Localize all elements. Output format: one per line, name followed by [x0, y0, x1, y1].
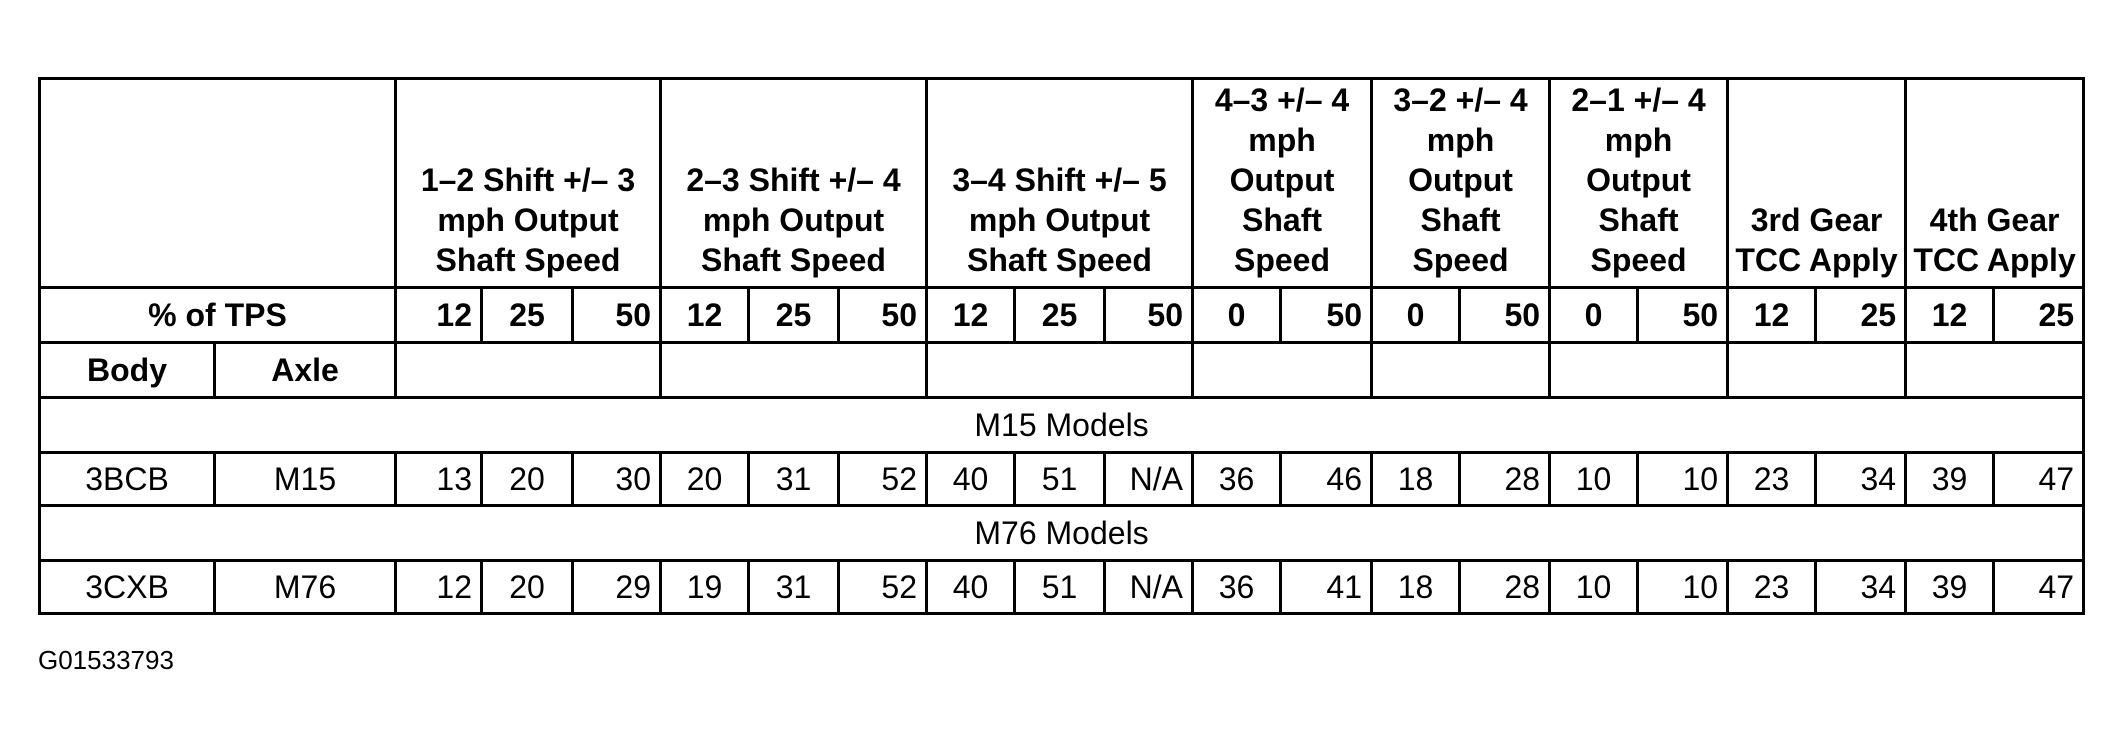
value-cell: 20: [661, 453, 749, 506]
value-cell: 18: [1372, 561, 1460, 614]
section-row: [40, 398, 2084, 453]
value-cell: 10: [1638, 453, 1728, 506]
tps-cell: 50: [839, 288, 927, 343]
empty-cell: [927, 343, 1193, 398]
section-title: M76 Models: [40, 506, 2084, 561]
empty-cell: [396, 343, 661, 398]
value-cell: 30: [573, 453, 661, 506]
body-header: Body: [40, 343, 215, 398]
value-cell: 41: [1281, 561, 1372, 614]
header-4th-gear-tcc: 4th Gear TCC Apply: [1906, 79, 2084, 288]
tps-cell: 0: [1193, 288, 1281, 343]
value-cell: 20: [482, 453, 573, 506]
tps-cell: 12: [1906, 288, 1994, 343]
body-cell: 3BCB: [40, 453, 215, 506]
tps-cell: 25: [1015, 288, 1105, 343]
body-cell: 3CXB: [40, 561, 215, 614]
value-cell: 36: [1193, 453, 1281, 506]
empty-cell: [1728, 343, 1906, 398]
tps-cell: 25: [749, 288, 839, 343]
tps-cell: 12: [927, 288, 1015, 343]
value-cell: 29: [573, 561, 661, 614]
empty-cell: [1372, 343, 1550, 398]
shift-speed-table: [38, 77, 2085, 615]
tps-row: [40, 288, 2084, 343]
tps-cell: 0: [1372, 288, 1460, 343]
value-cell: N/A: [1105, 561, 1193, 614]
value-cell: 18: [1372, 453, 1460, 506]
tps-cell: 0: [1550, 288, 1638, 343]
header-3rd-gear-tcc: 3rd Gear TCC Apply: [1728, 79, 1906, 288]
section-title: M15 Models: [40, 398, 2084, 453]
value-cell: 31: [749, 561, 839, 614]
empty-cell: [1550, 343, 1728, 398]
value-cell: 51: [1015, 561, 1105, 614]
empty-cell: [1906, 343, 2084, 398]
table-row: [40, 561, 2084, 614]
value-cell: 39: [1906, 453, 1994, 506]
value-cell: 52: [839, 561, 927, 614]
value-cell: 39: [1906, 561, 1994, 614]
value-cell: 51: [1015, 453, 1105, 506]
value-cell: 47: [1994, 453, 2084, 506]
value-cell: 20: [482, 561, 573, 614]
header-blank-cell: [40, 79, 396, 288]
value-cell: 40: [927, 453, 1015, 506]
value-cell: 28: [1460, 561, 1550, 614]
value-cell: 10: [1550, 453, 1638, 506]
value-cell: 47: [1994, 561, 2084, 614]
header-row: [40, 79, 2084, 288]
value-cell: 10: [1638, 561, 1728, 614]
tps-cell: 50: [573, 288, 661, 343]
value-cell: 40: [927, 561, 1015, 614]
value-cell: 46: [1281, 453, 1372, 506]
tps-cell: 50: [1281, 288, 1372, 343]
axle-cell: M76: [215, 561, 396, 614]
tps-cell: 25: [1994, 288, 2084, 343]
value-cell: 34: [1816, 453, 1906, 506]
tps-cell: 50: [1105, 288, 1193, 343]
tps-cell: 25: [482, 288, 573, 343]
value-cell: 28: [1460, 453, 1550, 506]
value-cell: 13: [396, 453, 482, 506]
section-row: [40, 506, 2084, 561]
tps-cell: 12: [1728, 288, 1816, 343]
table-row: [40, 453, 2084, 506]
header-4-3-shift: 4–3 +/– 4 mph Output Shaft Speed: [1193, 79, 1372, 288]
tps-cell: 50: [1460, 288, 1550, 343]
header-2-1-shift: 2–1 +/– 4 mph Output Shaft Speed: [1550, 79, 1728, 288]
header-2-3-shift: 2–3 Shift +/– 4 mph Output Shaft Speed: [661, 79, 927, 288]
header-3-4-shift: 3–4 Shift +/– 5 mph Output Shaft Speed: [927, 79, 1193, 288]
value-cell: N/A: [1105, 453, 1193, 506]
value-cell: 19: [661, 561, 749, 614]
value-cell: 10: [1550, 561, 1638, 614]
value-cell: 23: [1728, 561, 1816, 614]
value-cell: 52: [839, 453, 927, 506]
tps-cell: 50: [1638, 288, 1728, 343]
figure-code: G01533793: [38, 645, 174, 675]
axle-header: Axle: [215, 343, 396, 398]
value-cell: 12: [396, 561, 482, 614]
header-1-2-shift: 1–2 Shift +/– 3 mph Output Shaft Speed: [396, 79, 661, 288]
tps-cell: 12: [661, 288, 749, 343]
tps-cell: 12: [396, 288, 482, 343]
value-cell: 34: [1816, 561, 1906, 614]
tps-cell: 25: [1816, 288, 1906, 343]
value-cell: 31: [749, 453, 839, 506]
empty-cell: [661, 343, 927, 398]
body-axle-row: [40, 343, 2084, 398]
axle-cell: M15: [215, 453, 396, 506]
header-3-2-shift: 3–2 +/– 4 mph Output Shaft Speed: [1372, 79, 1550, 288]
empty-cell: [1193, 343, 1372, 398]
value-cell: 23: [1728, 453, 1816, 506]
tps-label: % of TPS: [40, 288, 396, 343]
value-cell: 36: [1193, 561, 1281, 614]
